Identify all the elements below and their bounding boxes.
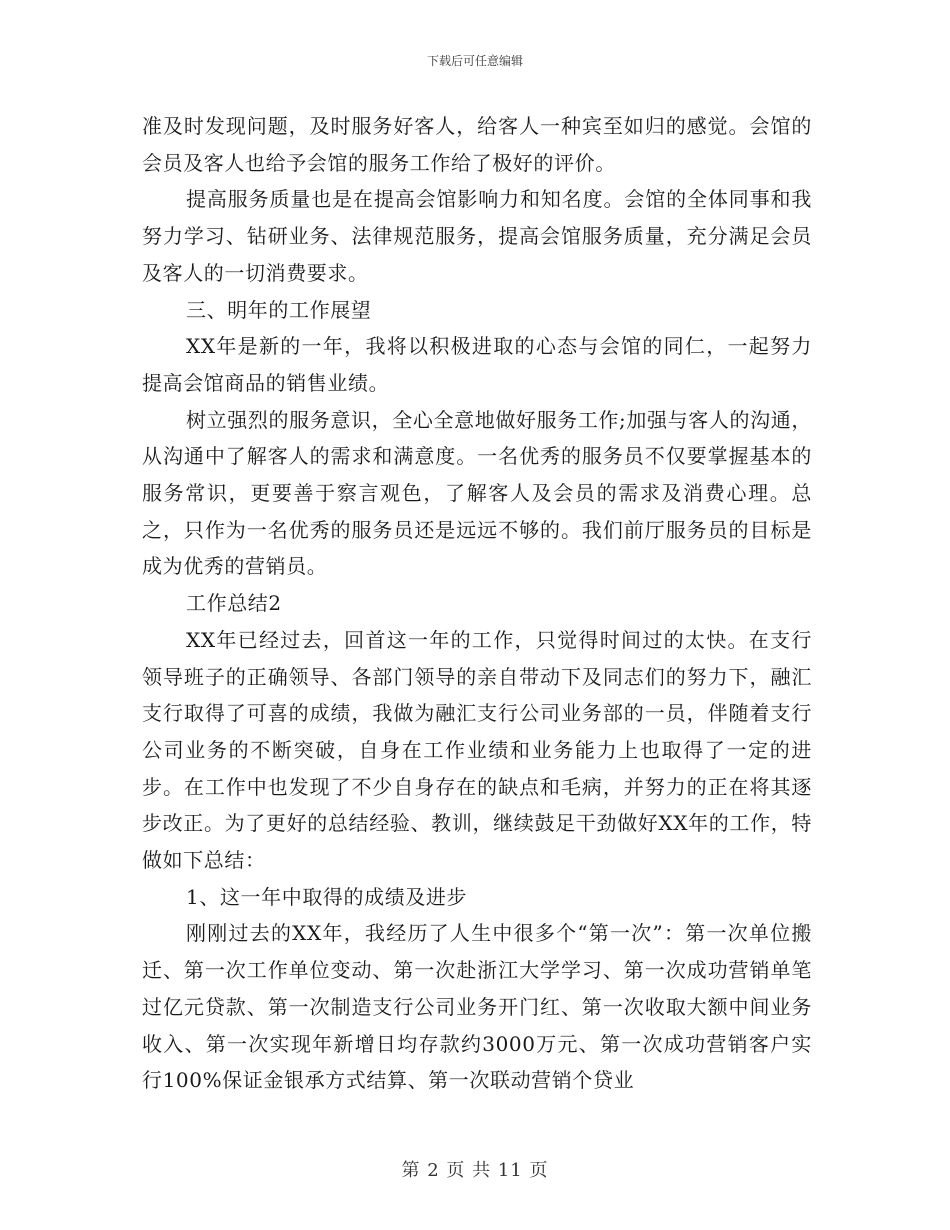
section-heading: 1、这一年中取得的成绩及进步 xyxy=(186,884,468,909)
paragraph: 准及时发现问题，及时服务好客人，给客人一种宾至如归的感觉。会馆的会员及客人也给予会馆的服务工作给了极好的评价。 xyxy=(142,114,812,175)
page-header: 下载后可任意编辑 xyxy=(426,54,523,68)
paragraph: 刚刚过去的XX年，我经历了人生中很多个“第一次”：第一次单位搬迁、第一次工作单位变动、第一次赴浙江大学学习、第一次成功营销单笔过亿元贷款、第一次制造支行公司业务开门红、第一次收取大额中间业务收入、第一次实现年新增日均存款约3000万元、第一次成功营销客户实行100%保证金银承方式结算、第一次联动营销个贷业 xyxy=(142,921,812,1093)
page-footer: 第 2 页 共 11 页 xyxy=(401,1160,549,1181)
section-heading: 三、明年的工作展望 xyxy=(186,297,372,322)
section-heading: 工作总结2 xyxy=(186,591,282,616)
paragraph: XX年是新的一年，我将以积极进取的心态与会馆的同仁，一起努力提高会馆商品的销售业绩。 xyxy=(142,334,812,395)
paragraph: 树立强烈的服务意识，全心全意地做好服务工作;加强与客人的沟通，从沟通中了解客人的需求和满意度。一名优秀的服务员不仅要掌握基本的服务常识，更要善于察言观色，了解客人及会员的需求及消费心理。总之，只作为一名优秀的服务员还是远远不够的。我们前厅服务员的目标是成为优秀的营销员。 xyxy=(142,407,812,579)
paragraph: 提高服务质量也是在提高会馆影响力和知名度。会馆的全体同事和我努力学习、钻研业务、法律规范服务，提高会馆服务质量，充分满足会员及客人的一切消费要求。 xyxy=(142,187,812,285)
body-text xyxy=(142,108,812,1099)
paragraph: XX年已经过去，回首这一年的工作，只觉得时间过的太快。在支行领导班子的正确领导、各部门领导的亲自带动下及同志们的努力下，融汇支行取得了可喜的成绩，我做为融汇支行公司业务部的一员，伴随着支行公司业务的不断突破，自身在工作业绩和业务能力上也取得了一定的进步。在工作中也发现了不少自身存在的缺点和毛病，并努力的正在将其逐步改正。为了更好的总结经验、教训，继续鼓足干劲做好XX年的工作，特做如下总结： xyxy=(142,627,812,873)
